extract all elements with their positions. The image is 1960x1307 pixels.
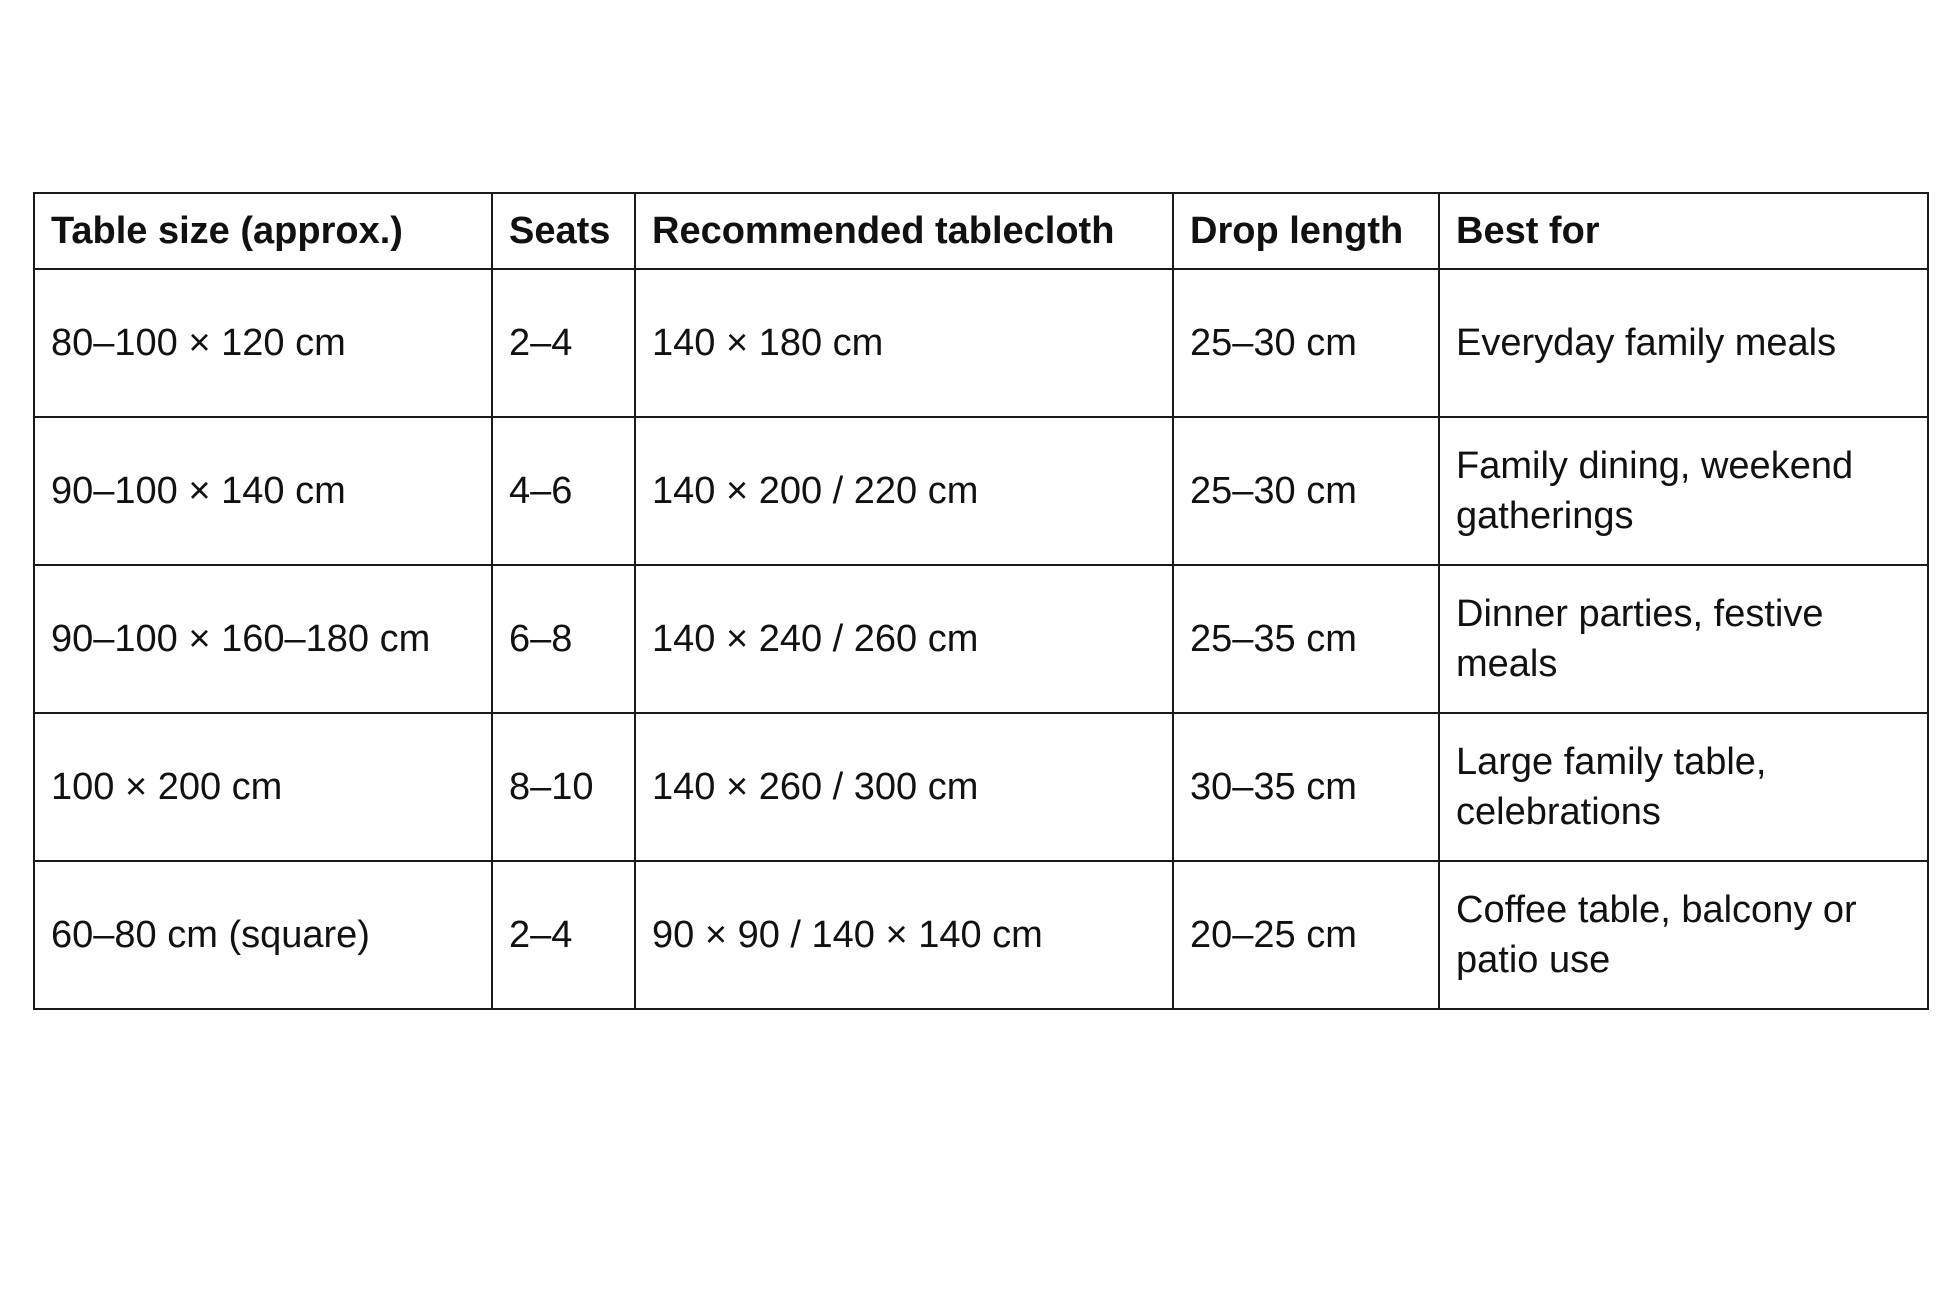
- table-row: [34, 713, 1928, 861]
- document-page: [33, 192, 1929, 1010]
- table-row: [34, 269, 1928, 417]
- cell-table-size: 90–100 × 140 cm: [34, 417, 492, 565]
- header-table-size: Table size (approx.): [34, 193, 492, 269]
- table-row: [34, 861, 1928, 1009]
- cell-drop-length: 25–35 cm: [1173, 565, 1439, 713]
- header-seats: Seats: [492, 193, 635, 269]
- cell-drop-length: 25–30 cm: [1173, 417, 1439, 565]
- cell-seats: 2–4: [492, 269, 635, 417]
- tablecloth-size-table: [33, 192, 1929, 1010]
- cell-recommended-tablecloth: 90 × 90 / 140 × 140 cm: [635, 861, 1173, 1009]
- cell-recommended-tablecloth: 140 × 240 / 260 cm: [635, 565, 1173, 713]
- cell-seats: 6–8: [492, 565, 635, 713]
- header-drop-length: Drop length: [1173, 193, 1439, 269]
- table-row: [34, 565, 1928, 713]
- header-recommended-tablecloth: Recommended tablecloth: [635, 193, 1173, 269]
- cell-drop-length: 25–30 cm: [1173, 269, 1439, 417]
- cell-best-for: Coffee table, balcony or patio use: [1439, 861, 1928, 1009]
- cell-table-size: 80–100 × 120 cm: [34, 269, 492, 417]
- cell-best-for: Large family table, celebrations: [1439, 713, 1928, 861]
- cell-seats: 4–6: [492, 417, 635, 565]
- cell-seats: 2–4: [492, 861, 635, 1009]
- cell-recommended-tablecloth: 140 × 260 / 300 cm: [635, 713, 1173, 861]
- cell-table-size: 100 × 200 cm: [34, 713, 492, 861]
- table-row: [34, 417, 1928, 565]
- cell-recommended-tablecloth: 140 × 180 cm: [635, 269, 1173, 417]
- cell-best-for: Dinner parties, festive meals: [1439, 565, 1928, 713]
- cell-drop-length: 30–35 cm: [1173, 713, 1439, 861]
- cell-drop-length: 20–25 cm: [1173, 861, 1439, 1009]
- cell-recommended-tablecloth: 140 × 200 / 220 cm: [635, 417, 1173, 565]
- cell-table-size: 60–80 cm (square): [34, 861, 492, 1009]
- header-row: [34, 193, 1928, 269]
- cell-table-size: 90–100 × 160–180 cm: [34, 565, 492, 713]
- cell-seats: 8–10: [492, 713, 635, 861]
- header-best-for: Best for: [1439, 193, 1928, 269]
- cell-best-for: Family dining, weekend gatherings: [1439, 417, 1928, 565]
- cell-best-for: Everyday family meals: [1439, 269, 1928, 417]
